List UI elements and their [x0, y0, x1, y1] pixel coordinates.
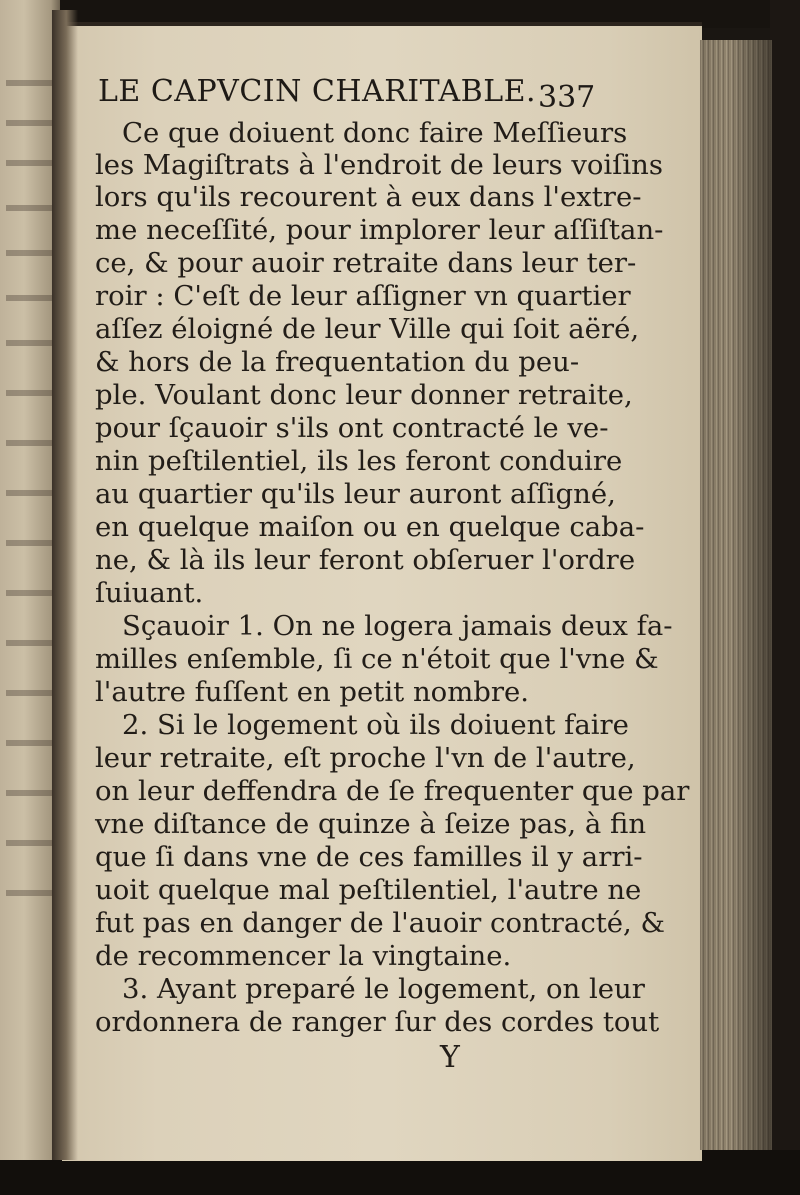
text-line: lors qu'ils recourent à eux dans l'extre-: [95, 181, 642, 213]
show-through-line: [6, 120, 52, 126]
text-line: pour ſçauoir s'ils ont contracté le ve-: [95, 412, 609, 444]
show-through-line: [6, 205, 52, 211]
text-line: & hors de la frequentation du peu-: [95, 346, 580, 378]
text-line: de recommencer la vingtaine.: [95, 940, 512, 972]
show-through-line: [6, 690, 52, 696]
show-through-line: [6, 590, 52, 596]
show-through-line: [6, 640, 52, 646]
running-title: LE CAPVCIN CHARITABLE.: [98, 74, 537, 109]
show-through-line: [6, 840, 52, 846]
text-line: 2. Si le logement où ils doiuent faire: [122, 709, 629, 741]
show-through-line: [6, 390, 52, 396]
show-through-line: [6, 790, 52, 796]
show-through-line: [6, 890, 52, 896]
text-line: ce, & pour auoir retraite dans leur ter-: [95, 247, 637, 279]
text-line: leur retraite, eſt proche l'vn de l'autre,: [95, 742, 636, 774]
show-through-line: [6, 540, 52, 546]
text-line: fut pas en danger de l'auoir contracté, &: [95, 907, 666, 939]
show-through-line: [6, 440, 52, 446]
text-line: Sçauoir 1. On ne logera jamais deux fa-: [122, 610, 673, 642]
text-line: aſſez éloigné de leur Ville qui ſoit aëré,: [95, 313, 640, 345]
text-line: Ce que doiuent donc faire Meſſieurs: [122, 117, 628, 149]
show-through-line: [6, 490, 52, 496]
background-right: [770, 0, 800, 1195]
text-line: l'autre fuſſent en petit nombre.: [95, 676, 530, 708]
text-line: ſuiuant.: [95, 577, 204, 609]
text-line: au quartier qu'ils leur auront aſſigné,: [95, 478, 616, 510]
text-line: ordonnera de ranger ſur des cordes tout: [95, 1006, 660, 1038]
text-line: me neceſſité, pour implorer leur aſſiſtan-: [95, 214, 664, 246]
show-through-line: [6, 340, 52, 346]
text-line: uoit quelque mal peſtilentiel, l'autre ne: [95, 874, 642, 906]
text-line: que ſi dans vne de ces familles il y arri-: [95, 841, 643, 873]
show-through-line: [6, 250, 52, 256]
text-line: ple. Voulant donc leur donner retraite,: [95, 379, 633, 411]
text-line: en quelque maiſon ou en quelque caba-: [95, 511, 645, 543]
show-through-line: [6, 160, 52, 166]
text-line: milles enſemble, ſi ce n'étoit que l'vne &: [95, 643, 659, 675]
text-line: 3. Ayant preparé le logement, on leur: [122, 973, 645, 1005]
text-line: nin peſtilentiel, ils les feront conduire: [95, 445, 623, 477]
show-through-line: [6, 295, 52, 301]
show-through-line: [6, 740, 52, 746]
left-facing-page: [0, 0, 60, 1160]
text-line: roir : C'eſt de leur aſſigner vn quartier: [95, 280, 631, 312]
text-line: les Magiſtrats à l'endroit de leurs voiſins: [95, 149, 664, 181]
show-through-line: [6, 80, 52, 86]
text-line: ne, & là ils leur feront obſeruer l'ordre: [95, 544, 636, 576]
text-line: on leur deffendra de ſe frequenter que par: [95, 775, 690, 807]
signature-mark: Y: [440, 1040, 460, 1075]
page-number: 337: [538, 80, 596, 115]
text-line: vne diſtance de quinze à ſeize pas, à fin: [95, 808, 647, 840]
page-edge-shade: [700, 40, 772, 1150]
page-gutter-shadow: [52, 10, 78, 1160]
